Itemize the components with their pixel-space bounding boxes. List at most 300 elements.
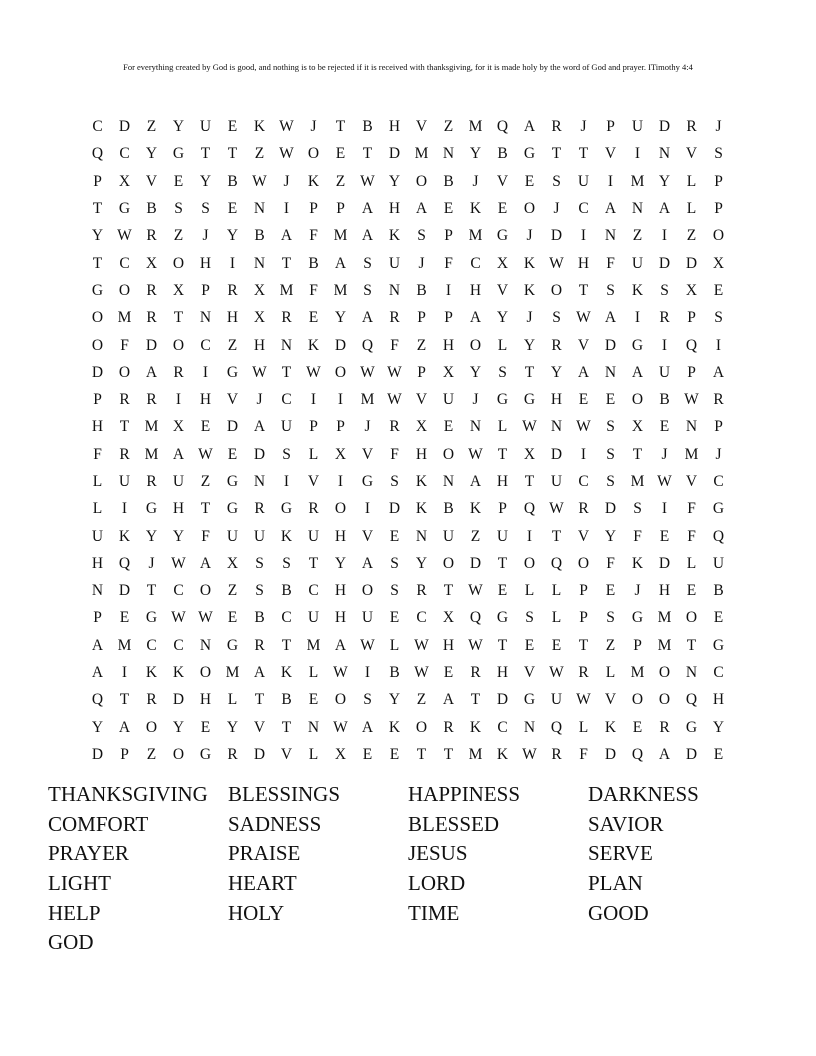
- grid-letter[interactable]: O: [118, 281, 131, 299]
- grid-letter[interactable]: L: [524, 582, 535, 600]
- grid-letter[interactable]: P: [579, 609, 588, 627]
- grid-letter[interactable]: J: [526, 309, 533, 327]
- grid-letter[interactable]: R: [146, 281, 157, 299]
- grid-letter[interactable]: F: [606, 254, 615, 272]
- grid-letter[interactable]: S: [255, 582, 264, 600]
- grid-letter[interactable]: D: [253, 745, 266, 763]
- grid-letter[interactable]: R: [470, 664, 481, 682]
- grid-letter[interactable]: S: [660, 281, 669, 299]
- grid-letter[interactable]: B: [713, 582, 724, 600]
- grid-letter[interactable]: E: [227, 200, 238, 218]
- grid-letter[interactable]: J: [661, 445, 668, 463]
- grid-letter[interactable]: E: [308, 691, 319, 709]
- grid-letter[interactable]: C: [470, 254, 481, 272]
- grid-letter[interactable]: F: [390, 445, 399, 463]
- grid-letter[interactable]: E: [605, 391, 616, 409]
- grid-letter[interactable]: I: [121, 664, 128, 682]
- grid-letter[interactable]: G: [631, 336, 644, 354]
- grid-letter[interactable]: Y: [712, 718, 725, 736]
- grid-letter[interactable]: L: [551, 582, 562, 600]
- grid-letter[interactable]: M: [630, 664, 645, 682]
- grid-letter[interactable]: V: [577, 336, 590, 354]
- grid-letter[interactable]: E: [389, 609, 400, 627]
- grid-letter[interactable]: K: [631, 281, 644, 299]
- grid-letter[interactable]: I: [661, 336, 668, 354]
- grid-letter[interactable]: T: [362, 145, 373, 163]
- grid-letter[interactable]: Z: [173, 227, 184, 245]
- grid-letter[interactable]: S: [552, 172, 561, 190]
- grid-letter[interactable]: S: [363, 281, 372, 299]
- grid-letter[interactable]: A: [658, 745, 671, 763]
- grid-letter[interactable]: O: [442, 445, 455, 463]
- grid-letter[interactable]: C: [173, 582, 184, 600]
- grid-letter[interactable]: S: [174, 200, 183, 218]
- grid-letter[interactable]: U: [712, 554, 725, 572]
- grid-letter[interactable]: L: [308, 745, 319, 763]
- grid-letter[interactable]: V: [685, 145, 698, 163]
- grid-letter[interactable]: B: [362, 118, 373, 136]
- grid-letter[interactable]: X: [496, 254, 509, 272]
- grid-letter[interactable]: P: [687, 363, 696, 381]
- grid-letter[interactable]: Z: [470, 527, 481, 545]
- grid-letter[interactable]: K: [307, 172, 320, 190]
- grid-letter[interactable]: F: [309, 227, 318, 245]
- grid-letter[interactable]: Y: [658, 172, 671, 190]
- grid-letter[interactable]: T: [119, 418, 130, 436]
- grid-letter[interactable]: G: [712, 500, 725, 518]
- grid-letter[interactable]: M: [144, 445, 159, 463]
- grid-letter[interactable]: H: [334, 582, 347, 600]
- grid-letter[interactable]: U: [199, 118, 212, 136]
- grid-letter[interactable]: K: [415, 500, 428, 518]
- grid-letter[interactable]: V: [415, 118, 428, 136]
- grid-letter[interactable]: C: [281, 391, 292, 409]
- grid-letter[interactable]: X: [334, 745, 347, 763]
- grid-letter[interactable]: S: [390, 473, 399, 490]
- grid-letter[interactable]: T: [281, 254, 292, 272]
- grid-letter[interactable]: R: [578, 500, 589, 518]
- grid-letter[interactable]: V: [415, 391, 428, 409]
- grid-letter[interactable]: R: [146, 473, 157, 490]
- grid-letter[interactable]: K: [388, 227, 401, 245]
- grid-letter[interactable]: M: [630, 473, 645, 490]
- grid-letter[interactable]: K: [496, 745, 509, 763]
- grid-letter[interactable]: H: [334, 527, 347, 545]
- grid-letter[interactable]: Z: [416, 691, 427, 709]
- grid-letter[interactable]: W: [279, 145, 294, 163]
- grid-letter[interactable]: M: [468, 227, 483, 245]
- grid-letter[interactable]: H: [577, 254, 590, 272]
- grid-letter[interactable]: F: [687, 500, 696, 518]
- grid-letter[interactable]: W: [576, 691, 591, 709]
- grid-letter[interactable]: I: [121, 500, 128, 518]
- grid-letter[interactable]: N: [253, 200, 266, 218]
- grid-letter[interactable]: C: [119, 254, 130, 272]
- grid-letter[interactable]: O: [550, 281, 563, 299]
- grid-letter[interactable]: D: [91, 363, 104, 381]
- grid-letter[interactable]: V: [577, 527, 590, 545]
- grid-letter[interactable]: Q: [91, 691, 104, 709]
- grid-letter[interactable]: I: [229, 254, 236, 272]
- grid-letter[interactable]: S: [633, 500, 642, 518]
- grid-letter[interactable]: E: [713, 281, 724, 299]
- grid-letter[interactable]: A: [334, 636, 347, 654]
- grid-letter[interactable]: D: [334, 336, 347, 354]
- grid-letter[interactable]: T: [551, 527, 562, 545]
- grid-letter[interactable]: I: [661, 227, 668, 245]
- grid-letter[interactable]: F: [93, 445, 102, 463]
- grid-letter[interactable]: X: [334, 445, 347, 463]
- grid-letter[interactable]: Y: [91, 718, 104, 736]
- grid-letter[interactable]: K: [523, 254, 536, 272]
- grid-letter[interactable]: T: [632, 445, 643, 463]
- grid-letter[interactable]: N: [658, 145, 671, 163]
- grid-letter[interactable]: W: [549, 664, 564, 682]
- grid-letter[interactable]: J: [364, 418, 371, 436]
- grid-letter[interactable]: R: [227, 281, 238, 299]
- grid-letter[interactable]: W: [171, 609, 186, 627]
- grid-letter[interactable]: J: [283, 172, 290, 190]
- grid-letter[interactable]: T: [254, 691, 265, 709]
- grid-letter[interactable]: K: [172, 664, 185, 682]
- grid-letter[interactable]: Q: [523, 500, 536, 518]
- grid-letter[interactable]: H: [469, 281, 482, 299]
- grid-letter[interactable]: A: [172, 445, 185, 463]
- grid-letter[interactable]: I: [283, 200, 290, 218]
- grid-letter[interactable]: F: [687, 527, 696, 545]
- grid-letter[interactable]: L: [551, 609, 562, 627]
- grid-letter[interactable]: E: [335, 145, 346, 163]
- grid-letter[interactable]: Q: [685, 336, 698, 354]
- grid-letter[interactable]: D: [118, 582, 131, 600]
- grid-letter[interactable]: K: [469, 718, 482, 736]
- grid-letter[interactable]: V: [604, 691, 617, 709]
- grid-letter[interactable]: M: [117, 636, 132, 654]
- grid-letter[interactable]: M: [279, 281, 294, 299]
- grid-letter[interactable]: T: [578, 145, 589, 163]
- grid-letter[interactable]: S: [498, 363, 507, 381]
- grid-letter[interactable]: X: [712, 254, 725, 272]
- grid-letter[interactable]: E: [308, 309, 319, 327]
- grid-letter[interactable]: X: [172, 418, 185, 436]
- grid-letter[interactable]: M: [117, 309, 132, 327]
- grid-letter[interactable]: N: [415, 527, 428, 545]
- grid-letter[interactable]: T: [227, 145, 238, 163]
- grid-letter[interactable]: G: [685, 718, 698, 736]
- grid-letter[interactable]: D: [172, 691, 185, 709]
- grid-letter[interactable]: H: [388, 118, 401, 136]
- grid-letter[interactable]: C: [578, 200, 589, 218]
- grid-letter[interactable]: C: [497, 718, 508, 736]
- grid-letter[interactable]: Y: [496, 309, 509, 327]
- grid-letter[interactable]: U: [631, 254, 644, 272]
- grid-letter[interactable]: U: [91, 527, 104, 545]
- grid-letter[interactable]: I: [364, 500, 371, 518]
- grid-letter[interactable]: O: [658, 664, 671, 682]
- grid-letter[interactable]: X: [685, 281, 698, 299]
- grid-letter[interactable]: P: [120, 745, 129, 763]
- grid-letter[interactable]: U: [307, 609, 320, 627]
- grid-letter[interactable]: E: [578, 391, 589, 409]
- grid-letter[interactable]: B: [443, 172, 454, 190]
- grid-letter[interactable]: O: [307, 145, 320, 163]
- grid-letter[interactable]: M: [684, 445, 699, 463]
- grid-letter[interactable]: Z: [254, 145, 265, 163]
- grid-letter[interactable]: E: [200, 718, 211, 736]
- grid-letter[interactable]: E: [389, 745, 400, 763]
- grid-letter[interactable]: A: [523, 118, 536, 136]
- grid-letter[interactable]: D: [685, 254, 698, 272]
- grid-letter[interactable]: F: [606, 554, 615, 572]
- grid-letter[interactable]: W: [414, 664, 429, 682]
- grid-letter[interactable]: X: [442, 609, 455, 627]
- grid-letter[interactable]: D: [226, 418, 239, 436]
- grid-letter[interactable]: J: [472, 172, 479, 190]
- grid-letter[interactable]: L: [389, 636, 400, 654]
- grid-letter[interactable]: E: [443, 200, 454, 218]
- grid-letter[interactable]: C: [713, 664, 724, 682]
- grid-letter[interactable]: G: [496, 609, 509, 627]
- grid-letter[interactable]: V: [280, 745, 293, 763]
- grid-letter[interactable]: Y: [91, 227, 104, 245]
- grid-letter[interactable]: A: [361, 554, 374, 572]
- grid-letter[interactable]: Y: [469, 363, 482, 381]
- grid-letter[interactable]: Z: [146, 118, 157, 136]
- grid-letter[interactable]: A: [91, 636, 104, 654]
- grid-letter[interactable]: W: [684, 391, 699, 409]
- grid-letter[interactable]: U: [118, 473, 131, 490]
- grid-letter[interactable]: V: [253, 718, 266, 736]
- grid-letter[interactable]: J: [715, 445, 722, 463]
- grid-letter[interactable]: O: [199, 664, 212, 682]
- grid-letter[interactable]: R: [254, 500, 265, 518]
- grid-letter[interactable]: Z: [146, 745, 157, 763]
- grid-letter[interactable]: P: [309, 418, 318, 436]
- grid-letter[interactable]: Y: [226, 227, 239, 245]
- grid-letter[interactable]: H: [172, 500, 185, 518]
- grid-letter[interactable]: O: [442, 554, 455, 572]
- grid-letter[interactable]: T: [92, 200, 103, 218]
- grid-letter[interactable]: O: [415, 718, 428, 736]
- grid-letter[interactable]: J: [202, 227, 209, 245]
- grid-letter[interactable]: G: [145, 609, 158, 627]
- grid-letter[interactable]: K: [280, 664, 293, 682]
- grid-letter[interactable]: J: [148, 554, 155, 572]
- grid-letter[interactable]: Y: [145, 527, 158, 545]
- grid-letter[interactable]: L: [92, 473, 103, 490]
- grid-letter[interactable]: A: [577, 363, 590, 381]
- grid-letter[interactable]: G: [226, 363, 239, 381]
- grid-letter[interactable]: X: [253, 281, 266, 299]
- grid-letter[interactable]: K: [280, 527, 293, 545]
- grid-letter[interactable]: J: [634, 582, 641, 600]
- grid-letter[interactable]: R: [659, 718, 670, 736]
- grid-letter[interactable]: E: [713, 745, 724, 763]
- grid-letter[interactable]: A: [334, 254, 347, 272]
- grid-letter[interactable]: S: [390, 554, 399, 572]
- grid-letter[interactable]: W: [387, 363, 402, 381]
- grid-letter[interactable]: K: [469, 500, 482, 518]
- grid-letter[interactable]: Z: [443, 118, 454, 136]
- grid-letter[interactable]: H: [712, 691, 725, 709]
- grid-letter[interactable]: F: [390, 336, 399, 354]
- grid-letter[interactable]: O: [685, 609, 698, 627]
- grid-letter[interactable]: S: [282, 554, 291, 572]
- grid-letter[interactable]: L: [686, 172, 697, 190]
- grid-letter[interactable]: R: [713, 391, 724, 409]
- grid-letter[interactable]: Z: [416, 336, 427, 354]
- grid-letter[interactable]: N: [280, 336, 293, 354]
- grid-letter[interactable]: L: [308, 445, 319, 463]
- grid-letter[interactable]: T: [119, 691, 130, 709]
- grid-letter[interactable]: U: [172, 473, 185, 490]
- grid-letter[interactable]: I: [310, 391, 317, 409]
- grid-letter[interactable]: M: [468, 118, 483, 136]
- grid-letter[interactable]: E: [524, 636, 535, 654]
- grid-letter[interactable]: N: [253, 254, 266, 272]
- grid-letter[interactable]: Z: [200, 473, 211, 490]
- grid-letter[interactable]: Y: [388, 172, 401, 190]
- grid-letter[interactable]: H: [91, 418, 104, 436]
- grid-letter[interactable]: D: [658, 554, 671, 572]
- grid-letter[interactable]: A: [604, 309, 617, 327]
- grid-letter[interactable]: O: [712, 227, 725, 245]
- grid-letter[interactable]: Y: [334, 554, 347, 572]
- grid-letter[interactable]: O: [199, 582, 212, 600]
- grid-letter[interactable]: W: [414, 636, 429, 654]
- grid-letter[interactable]: M: [306, 636, 321, 654]
- grid-letter[interactable]: Q: [496, 118, 509, 136]
- grid-letter[interactable]: J: [580, 118, 587, 136]
- grid-letter[interactable]: A: [415, 200, 428, 218]
- grid-letter[interactable]: Z: [632, 227, 643, 245]
- grid-letter[interactable]: S: [282, 445, 291, 463]
- grid-letter[interactable]: S: [606, 418, 615, 436]
- grid-letter[interactable]: D: [496, 691, 509, 709]
- grid-letter[interactable]: V: [361, 445, 374, 463]
- grid-letter[interactable]: H: [496, 664, 509, 682]
- grid-letter[interactable]: K: [523, 281, 536, 299]
- grid-letter[interactable]: Y: [172, 718, 185, 736]
- grid-letter[interactable]: G: [523, 145, 536, 163]
- grid-letter[interactable]: R: [686, 118, 697, 136]
- grid-letter[interactable]: A: [712, 363, 725, 381]
- grid-letter[interactable]: W: [333, 718, 348, 736]
- grid-letter[interactable]: P: [714, 172, 723, 190]
- grid-letter[interactable]: E: [443, 418, 454, 436]
- grid-letter[interactable]: S: [606, 473, 615, 490]
- grid-letter[interactable]: T: [524, 473, 535, 490]
- grid-letter[interactable]: X: [415, 418, 428, 436]
- grid-letter[interactable]: J: [256, 391, 263, 409]
- grid-letter[interactable]: W: [549, 254, 564, 272]
- grid-letter[interactable]: W: [198, 445, 213, 463]
- grid-letter[interactable]: E: [389, 527, 400, 545]
- grid-letter[interactable]: D: [469, 554, 482, 572]
- grid-letter[interactable]: O: [523, 200, 536, 218]
- grid-letter[interactable]: T: [470, 691, 481, 709]
- grid-letter[interactable]: Q: [469, 609, 482, 627]
- grid-letter[interactable]: F: [309, 281, 318, 299]
- grid-letter[interactable]: Z: [605, 636, 616, 654]
- grid-letter[interactable]: D: [118, 118, 131, 136]
- grid-letter[interactable]: A: [361, 227, 374, 245]
- grid-letter[interactable]: C: [281, 609, 292, 627]
- grid-letter[interactable]: O: [415, 172, 428, 190]
- grid-letter[interactable]: C: [92, 118, 103, 136]
- grid-letter[interactable]: H: [226, 309, 239, 327]
- grid-letter[interactable]: F: [201, 527, 210, 545]
- grid-letter[interactable]: B: [416, 281, 427, 299]
- grid-letter[interactable]: P: [714, 418, 723, 436]
- grid-letter[interactable]: E: [632, 718, 643, 736]
- grid-letter[interactable]: T: [497, 445, 508, 463]
- grid-letter[interactable]: C: [119, 145, 130, 163]
- grid-letter[interactable]: H: [91, 554, 104, 572]
- grid-letter[interactable]: O: [91, 309, 104, 327]
- grid-letter[interactable]: H: [199, 391, 212, 409]
- grid-letter[interactable]: I: [364, 664, 371, 682]
- grid-letter[interactable]: P: [336, 200, 345, 218]
- grid-letter[interactable]: I: [526, 527, 533, 545]
- grid-letter[interactable]: N: [550, 418, 563, 436]
- grid-letter[interactable]: N: [631, 200, 644, 218]
- grid-letter[interactable]: P: [336, 418, 345, 436]
- grid-letter[interactable]: A: [361, 309, 374, 327]
- grid-letter[interactable]: M: [468, 745, 483, 763]
- grid-letter[interactable]: J: [526, 227, 533, 245]
- grid-letter[interactable]: T: [335, 118, 346, 136]
- grid-letter[interactable]: R: [551, 118, 562, 136]
- grid-letter[interactable]: D: [604, 500, 617, 518]
- grid-letter[interactable]: T: [92, 254, 103, 272]
- grid-letter[interactable]: U: [280, 418, 293, 436]
- grid-letter[interactable]: E: [173, 172, 184, 190]
- grid-letter[interactable]: E: [227, 609, 238, 627]
- grid-letter[interactable]: U: [496, 527, 509, 545]
- grid-letter[interactable]: H: [442, 636, 455, 654]
- grid-letter[interactable]: Y: [523, 336, 536, 354]
- grid-letter[interactable]: X: [253, 309, 266, 327]
- grid-letter[interactable]: F: [579, 745, 588, 763]
- grid-letter[interactable]: W: [522, 418, 537, 436]
- grid-letter[interactable]: L: [605, 664, 616, 682]
- grid-letter[interactable]: S: [201, 200, 210, 218]
- grid-letter[interactable]: A: [469, 473, 482, 490]
- grid-letter[interactable]: R: [146, 391, 157, 409]
- grid-letter[interactable]: Q: [685, 691, 698, 709]
- grid-letter[interactable]: K: [415, 473, 428, 490]
- grid-letter[interactable]: O: [523, 554, 536, 572]
- grid-letter[interactable]: T: [578, 281, 589, 299]
- grid-letter[interactable]: I: [337, 473, 344, 490]
- grid-letter[interactable]: N: [604, 363, 617, 381]
- grid-letter[interactable]: N: [199, 309, 212, 327]
- grid-letter[interactable]: D: [388, 145, 401, 163]
- grid-letter[interactable]: N: [307, 718, 320, 736]
- grid-letter[interactable]: A: [631, 363, 644, 381]
- grid-letter[interactable]: S: [525, 609, 534, 627]
- grid-letter[interactable]: C: [416, 609, 427, 627]
- grid-letter[interactable]: J: [310, 118, 317, 136]
- grid-letter[interactable]: R: [227, 745, 238, 763]
- grid-letter[interactable]: A: [658, 200, 671, 218]
- grid-letter[interactable]: A: [442, 691, 455, 709]
- grid-letter[interactable]: W: [252, 363, 267, 381]
- grid-letter[interactable]: S: [417, 227, 426, 245]
- grid-letter[interactable]: V: [496, 281, 509, 299]
- grid-letter[interactable]: O: [172, 254, 185, 272]
